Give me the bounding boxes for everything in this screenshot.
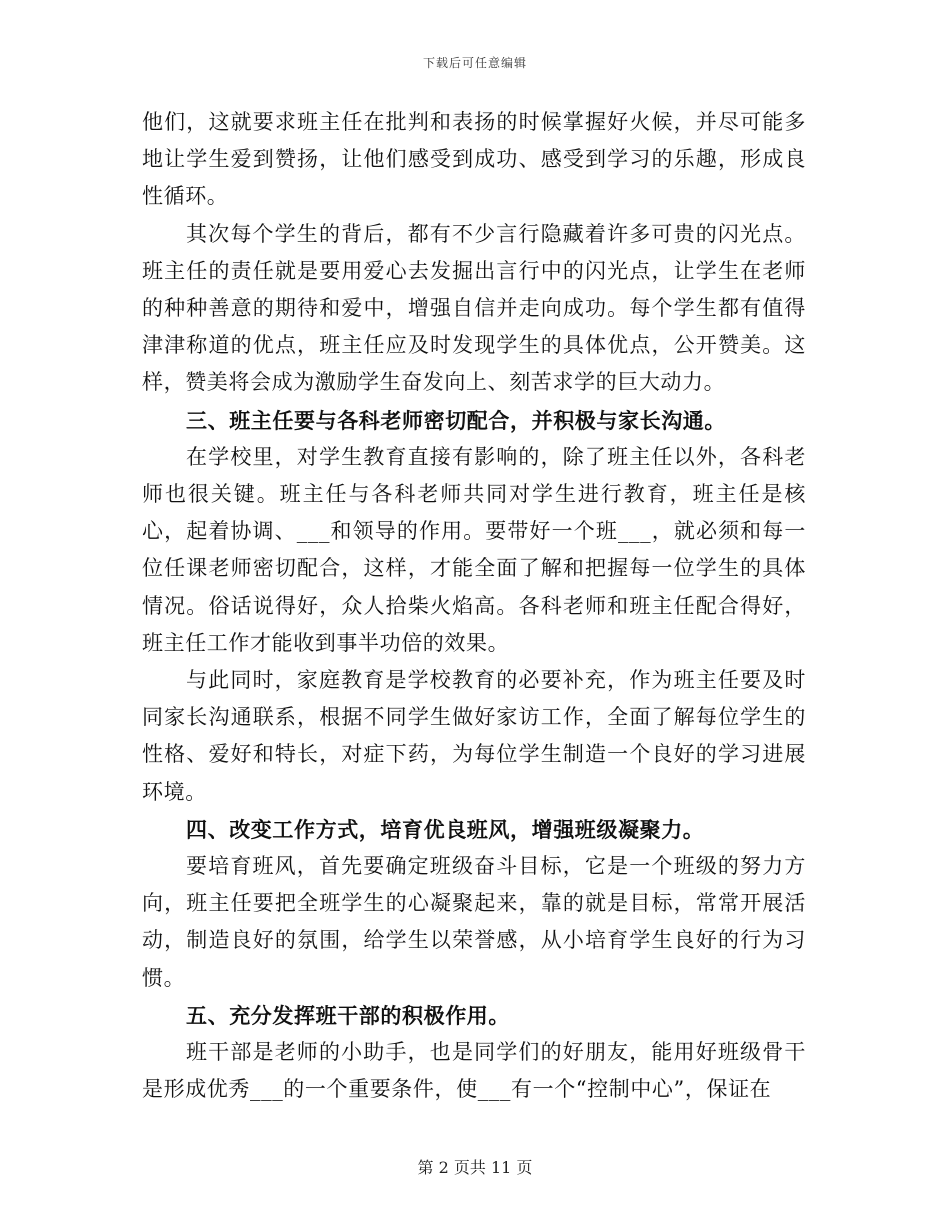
paragraph-1: 他们，这就要求班主任在批判和表扬的时候掌握好火候，并尽可能多地让学生爱到赞扬，让他们感受到成功、感受到学习的乐趣，形成良性循环。: [142, 110, 806, 209]
page-footer: 第 2 页共 11 页: [417, 1158, 533, 1177]
document-body: [142, 104, 806, 1108]
paragraph-5: 与此同时，家庭教育是学校教育的必要补充，作为班主任要及时同家长沟通联系，根据不同学生做好家访工作，全面了解每位学生的性格、爱好和特长，对症下药，为每位学生制造一个良好的学习进展环境。: [142, 668, 806, 804]
paragraph-2: 其次每个学生的背后，都有不少言行隐藏着许多可贵的闪光点。班主任的责任就是要用爱心去发掘出言行中的闪光点，让学生在老师的种种善意的期待和爱中，增强自信并走向成功。每个学生都有值得津津称道的优点，班主任应及时发现学生的具体优点，公开赞美。这样，赞美将会成为激励学生奋发向上、刻苦求学的巨大动力。: [142, 221, 806, 395]
paragraph-4: 在学校里，对学生教育直接有影响的，除了班主任以外，各科老师也很关键。班主任与各科老师共同对学生进行教育，班主任是核心，起着协调、___和领导的作用。要带好一个班___，就必须和每一位任课老师密切配合，这样，才能全面了解和把握每一位学生的具体情况。俗话说得好，众人拾柴火焰高。各科老师和班主任配合得好，班主任工作才能收到事半功倍的效果。: [142, 444, 806, 655]
section-heading-3: 三、班主任要与各科老师密切配合，并积极与家长沟通。: [186, 407, 726, 433]
paragraph-6: 要培育班风，首先要确定班级奋斗目标，它是一个班级的努力方向，班主任要把全班学生的心凝聚起来，靠的就是目标，常常开展活动，制造良好的氛围，给学生以荣誉感，从小培育学生良好的行为习惯。: [142, 854, 806, 990]
paragraph-7: 班干部是老师的小助手，也是同学们的好朋友，能用好班级骨干是形成优秀___的一个重要条件，使___有一个“控制中心”，保证在: [142, 1040, 806, 1102]
section-heading-4: 四、改变工作方式，培育优良班风，增强班级凝聚力。: [186, 816, 705, 842]
section-heading-5: 五、充分发挥班干部的积极作用。: [186, 1002, 510, 1028]
page-header: 下载后可任意编辑: [422, 56, 527, 70]
